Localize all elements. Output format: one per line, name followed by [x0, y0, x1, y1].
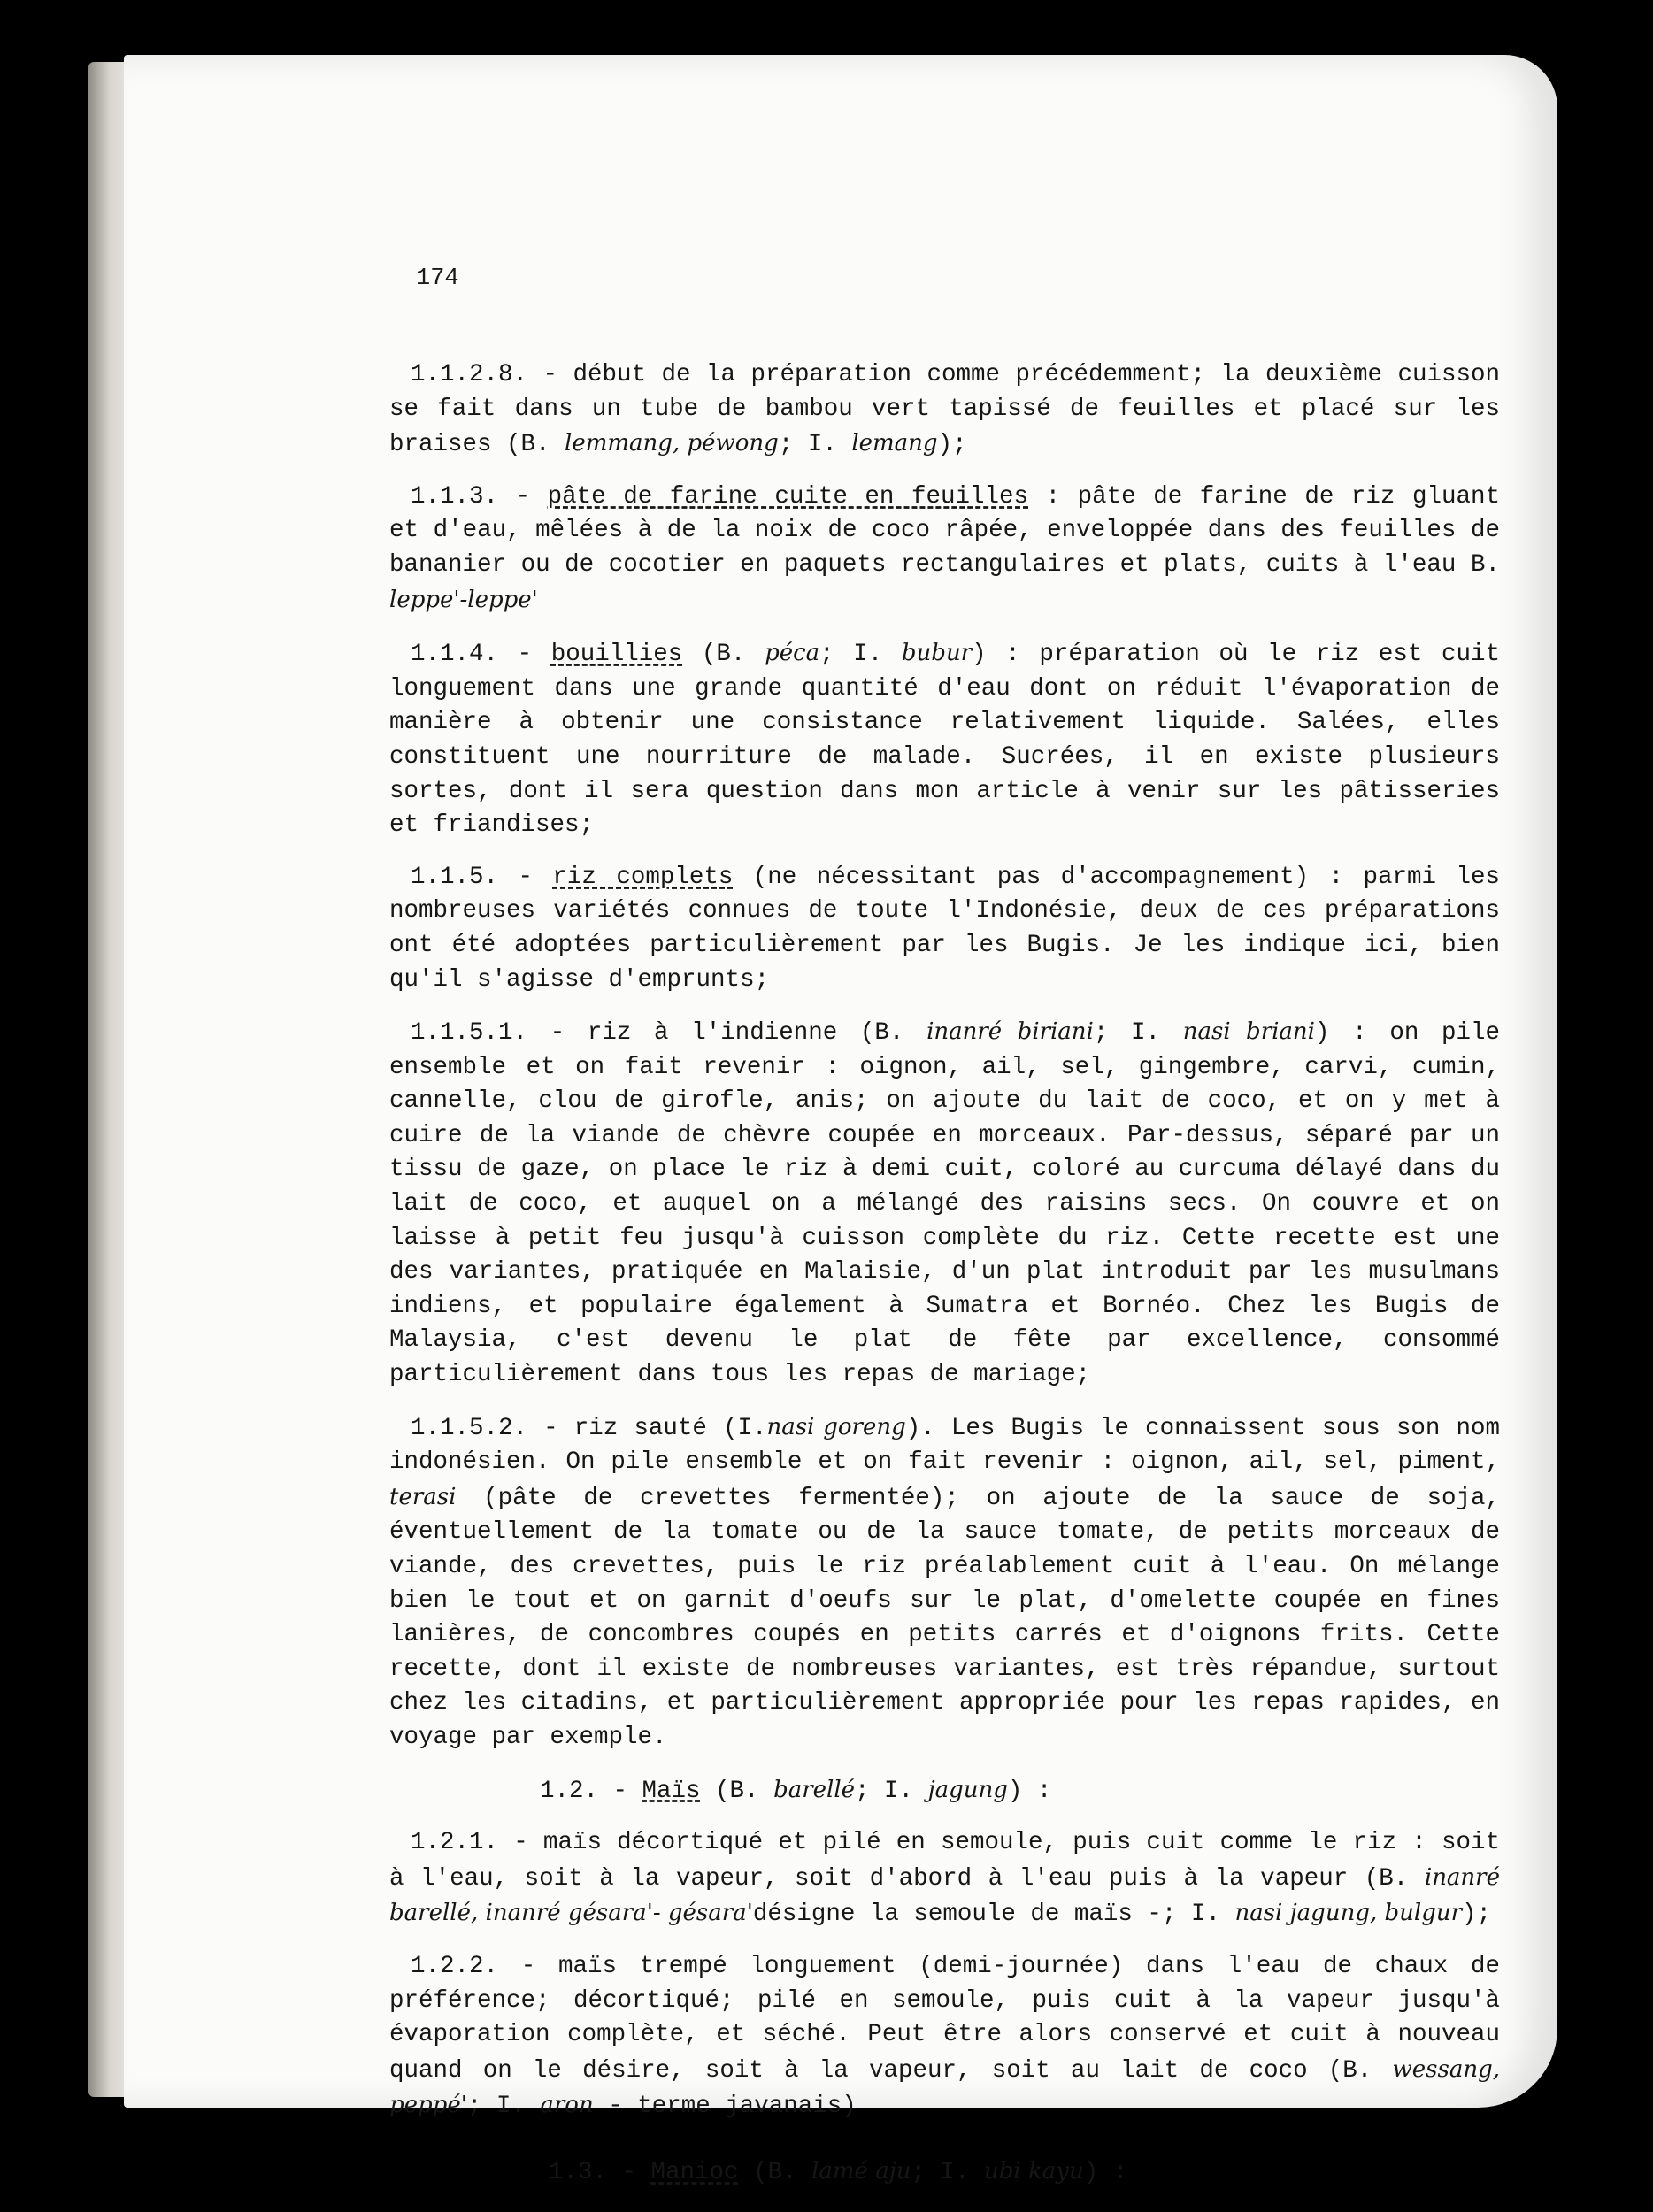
term: inanré barellé, inanré gésara'- gésara' — [389, 1863, 1500, 1927]
term: ubi kayu — [984, 2157, 1084, 2185]
paragraph-1-1-5-2 — [389, 1410, 1500, 1755]
paragraph-text: désigne la semoule de maïs -; I. — [752, 1901, 1235, 1929]
paragraph-1-2-2 — [389, 1950, 1500, 2124]
paragraph-text: ); — [937, 431, 967, 459]
term: nasi briani — [1182, 1018, 1315, 1046]
section-heading: Manioc — [650, 2158, 739, 2186]
paragraph-text: ) : — [1083, 2158, 1128, 2186]
term: leppe'-leppe' — [389, 586, 538, 613]
term: lemang — [851, 430, 938, 457]
section-heading: bouillies — [550, 641, 683, 669]
paragraph-text: (B. — [700, 1777, 774, 1805]
paragraph-text: - maïs trempé longuement (demi-journée) dans l'eau de chaux de préférence; décortiqué; pilé en semoule, puis cuit à la vapeur jusqu'à évaporation complète, et séché. Peut être alors conservé et cuit à nouveau quand on le désire, soit à la vapeur, soit au lait de coco (B. — [389, 1952, 1500, 2085]
page-number: 174 — [416, 265, 459, 292]
section-number: 1.1.3. — [411, 482, 499, 511]
paragraph-text: ); — [1462, 1901, 1492, 1929]
paragraph-1-1-4: 1.1.4. - bouillies (B. péca; I. bubur) : préparation où le riz est cuit longuement dans une grande quantité d'eau dont on réduit l'évaporation de manière à obtenir une consistance relativement liquide. Salées, elles constituent une nourriture de malade. Sucrées, il en existe plusieurs sortes, dont il sera question dans mon article à venir sur les pâtisseries et friandises; — [389, 640, 1501, 840]
section-number: 1.3. — [549, 2158, 608, 2186]
term: lemmang, péwong — [565, 430, 779, 457]
section-number: 1.1.5.2. — [411, 1414, 528, 1442]
paragraph-1-1-5: 1.1.5. - riz complets (ne nécessitant pas d'accompagnement) : parmi les nombreuses variétés connues de toute l'Indonésie, deux de ces préparations ont été adoptées particulièrement par les Bugis. Je les indique ici, bien qu'il s'agisse d'emprunts; — [389, 863, 1500, 994]
paragraph-text: ) : on pile ensemble et on fait revenir : oignon, ail, sel, gingembre, carvi, cumin, cannelle, clou de girofle, anis; on ajoute du lait de coco, et on y met à cuire de la viande de chèvre coupée en morceaux. Par-dessus, séparé par un tissu de gaze, on place le riz à demi cuit, coloré au curcuma délayé dans du lait de coco, et auquel on a mélangé des raisins secs. On couvre et on laisse à petit feu jusqu'à cuisson complète du riz. Cette recette est une des variantes, pratiquée en Malaisie, d'un plat introduit par les musulmans indiens, et populaire également à Sumatra et Bornéo. Chez les Bugis de Malaysia, c'est devenu le plat de fête par excellence, consommé particulièrement dans tous les repas de mariage; — [389, 1019, 1501, 1389]
paragraph-1-1-2-8 — [389, 358, 1500, 463]
paragraph-text: - maïs décortiqué et pilé en semoule, puis cuit comme le riz : soit à l'eau, soit à la vapeur, soit d'abord à l'eau puis à la vapeur (B. — [389, 1829, 1500, 1893]
section-number: 1.1.5.1. — [411, 1019, 528, 1048]
term: nasi jagung, bulgur — [1234, 1900, 1463, 1927]
term: bubur — [901, 640, 973, 667]
paragraph-text: : pâte de farine de riz gluant et d'eau, mêlées à de la noix de coco râpée, enveloppée dans des feuilles de bananier ou de cocotier en paquets rectangulaires et plats, cuits à l'eau B. — [389, 482, 1500, 579]
section-number: 1.1.5. — [411, 863, 499, 891]
section-number: 1.1.2.8. — [411, 361, 528, 388]
paragraph-text: ; I. — [1093, 1019, 1183, 1048]
term: nasi goreng — [766, 1413, 906, 1440]
paragraph-text: (B. — [682, 641, 765, 669]
paragraph-1-2-1 — [389, 1826, 1500, 1932]
term: terasi — [389, 1483, 457, 1510]
paragraph-text: ; I. — [819, 641, 902, 669]
paragraph-1-1-3: 1.1.3. - pâte de farine cuite en feuilles : pâte de farine de riz gluant et d'eau, mêlées à de la noix de coco râpée, enveloppée dans des feuilles de bananier ou de cocotier en paquets rectangulaires et plats, cuits à l'eau B. leppe'-leppe' — [389, 482, 1500, 613]
section-number: 1.2.2. — [411, 1952, 499, 1980]
page-body — [389, 358, 1500, 2208]
section-heading: pâte de farine cuite en feuilles — [547, 482, 1029, 511]
paragraph-text: - terme javanais) — [593, 2093, 857, 2121]
heading-mais: 1.2. - Maïs (B. barellé; I. jagung) : — [540, 1776, 1052, 1805]
term: jagung — [927, 1776, 1008, 1803]
paragraph-text: (pâte de crevettes fermentée); on ajoute de la sauce de soja, éventuellement de la tomate ou de la sauce tomate, de petits morceaux de viande, des crevettes, puis le riz préalablement cuit à l'eau. On mélange bien le tout et on garnit d'oeufs sur le plat, d'omelette coupée en fines lanières, de concombres coupés en petits carrés et d'oignons frits. Cette recette, dont il existe de nombreuses variantes, est très répandue, surtout chez les citadins, et particulièrement appropriée pour les repas rapides, en voyage par exemple. — [389, 1484, 1500, 1751]
term: péca — [765, 640, 820, 667]
section-number: 1.2. — [540, 1777, 599, 1805]
paragraph-text: ; I. — [466, 2093, 541, 2121]
paragraph-text: - début de la préparation comme précédemment; la deuxième cuisson se fait dans un tube de bambou vert tapissé de feuilles et placé sur les braises (B. — [389, 361, 1500, 459]
term: lamé aju — [811, 2157, 911, 2185]
paragraph-text: ; I. — [855, 1777, 928, 1805]
paragraph-text: ) : préparation où le riz est cuit longuement dans une grande quantité d'eau dont on réduit l'évaporation de manière à obtenir une consistance relativement liquide. Salées, elles constituent une nourriture de malade. Sucrées, il en existe plusieurs sortes, dont il sera question dans mon article à venir sur les pâtisseries et friandises; — [389, 641, 1501, 840]
term: wessang, peppé' — [389, 2055, 1500, 2119]
term: inanré biriani — [926, 1018, 1094, 1046]
paragraph-text: (B. — [738, 2158, 812, 2186]
section-number: 1.1.4. — [411, 641, 499, 669]
section-number: 1.2.1. — [411, 1829, 499, 1857]
section-heading: riz complets — [552, 863, 734, 891]
section-heading: Maïs — [642, 1777, 701, 1805]
paragraph-1-1-5-1 — [389, 1015, 1500, 1393]
paragraph-text: ; I. — [778, 431, 852, 459]
heading-manioc: 1.3. - Manioc (B. lamé aju; I. ubi kayu) : — [549, 2157, 1128, 2186]
term: barellé — [773, 1776, 856, 1803]
paragraph-text: (ne nécessitant pas d'accompagnement) : parmi les nombreuses variétés connues de toute l'Indonésie, deux de ces préparations ont été adoptées particulièrement par les Bugis. Je les indique ici, bien qu'il s'agisse d'emprunts; — [389, 863, 1500, 994]
paragraph-text: - riz sauté (I. — [527, 1414, 767, 1442]
paragraph-text: ) : — [1007, 1777, 1052, 1805]
paragraph-text: ). Les Bugis le connaissent sous son nom indonésien. On pile ensemble et on fait revenir : oignon, ail, sel, piment, — [389, 1414, 1501, 1477]
paragraph-text: - riz à l'indienne (B. — [527, 1019, 927, 1048]
paragraph-text: ; I. — [911, 2158, 985, 2186]
term: aron — [540, 2092, 594, 2119]
